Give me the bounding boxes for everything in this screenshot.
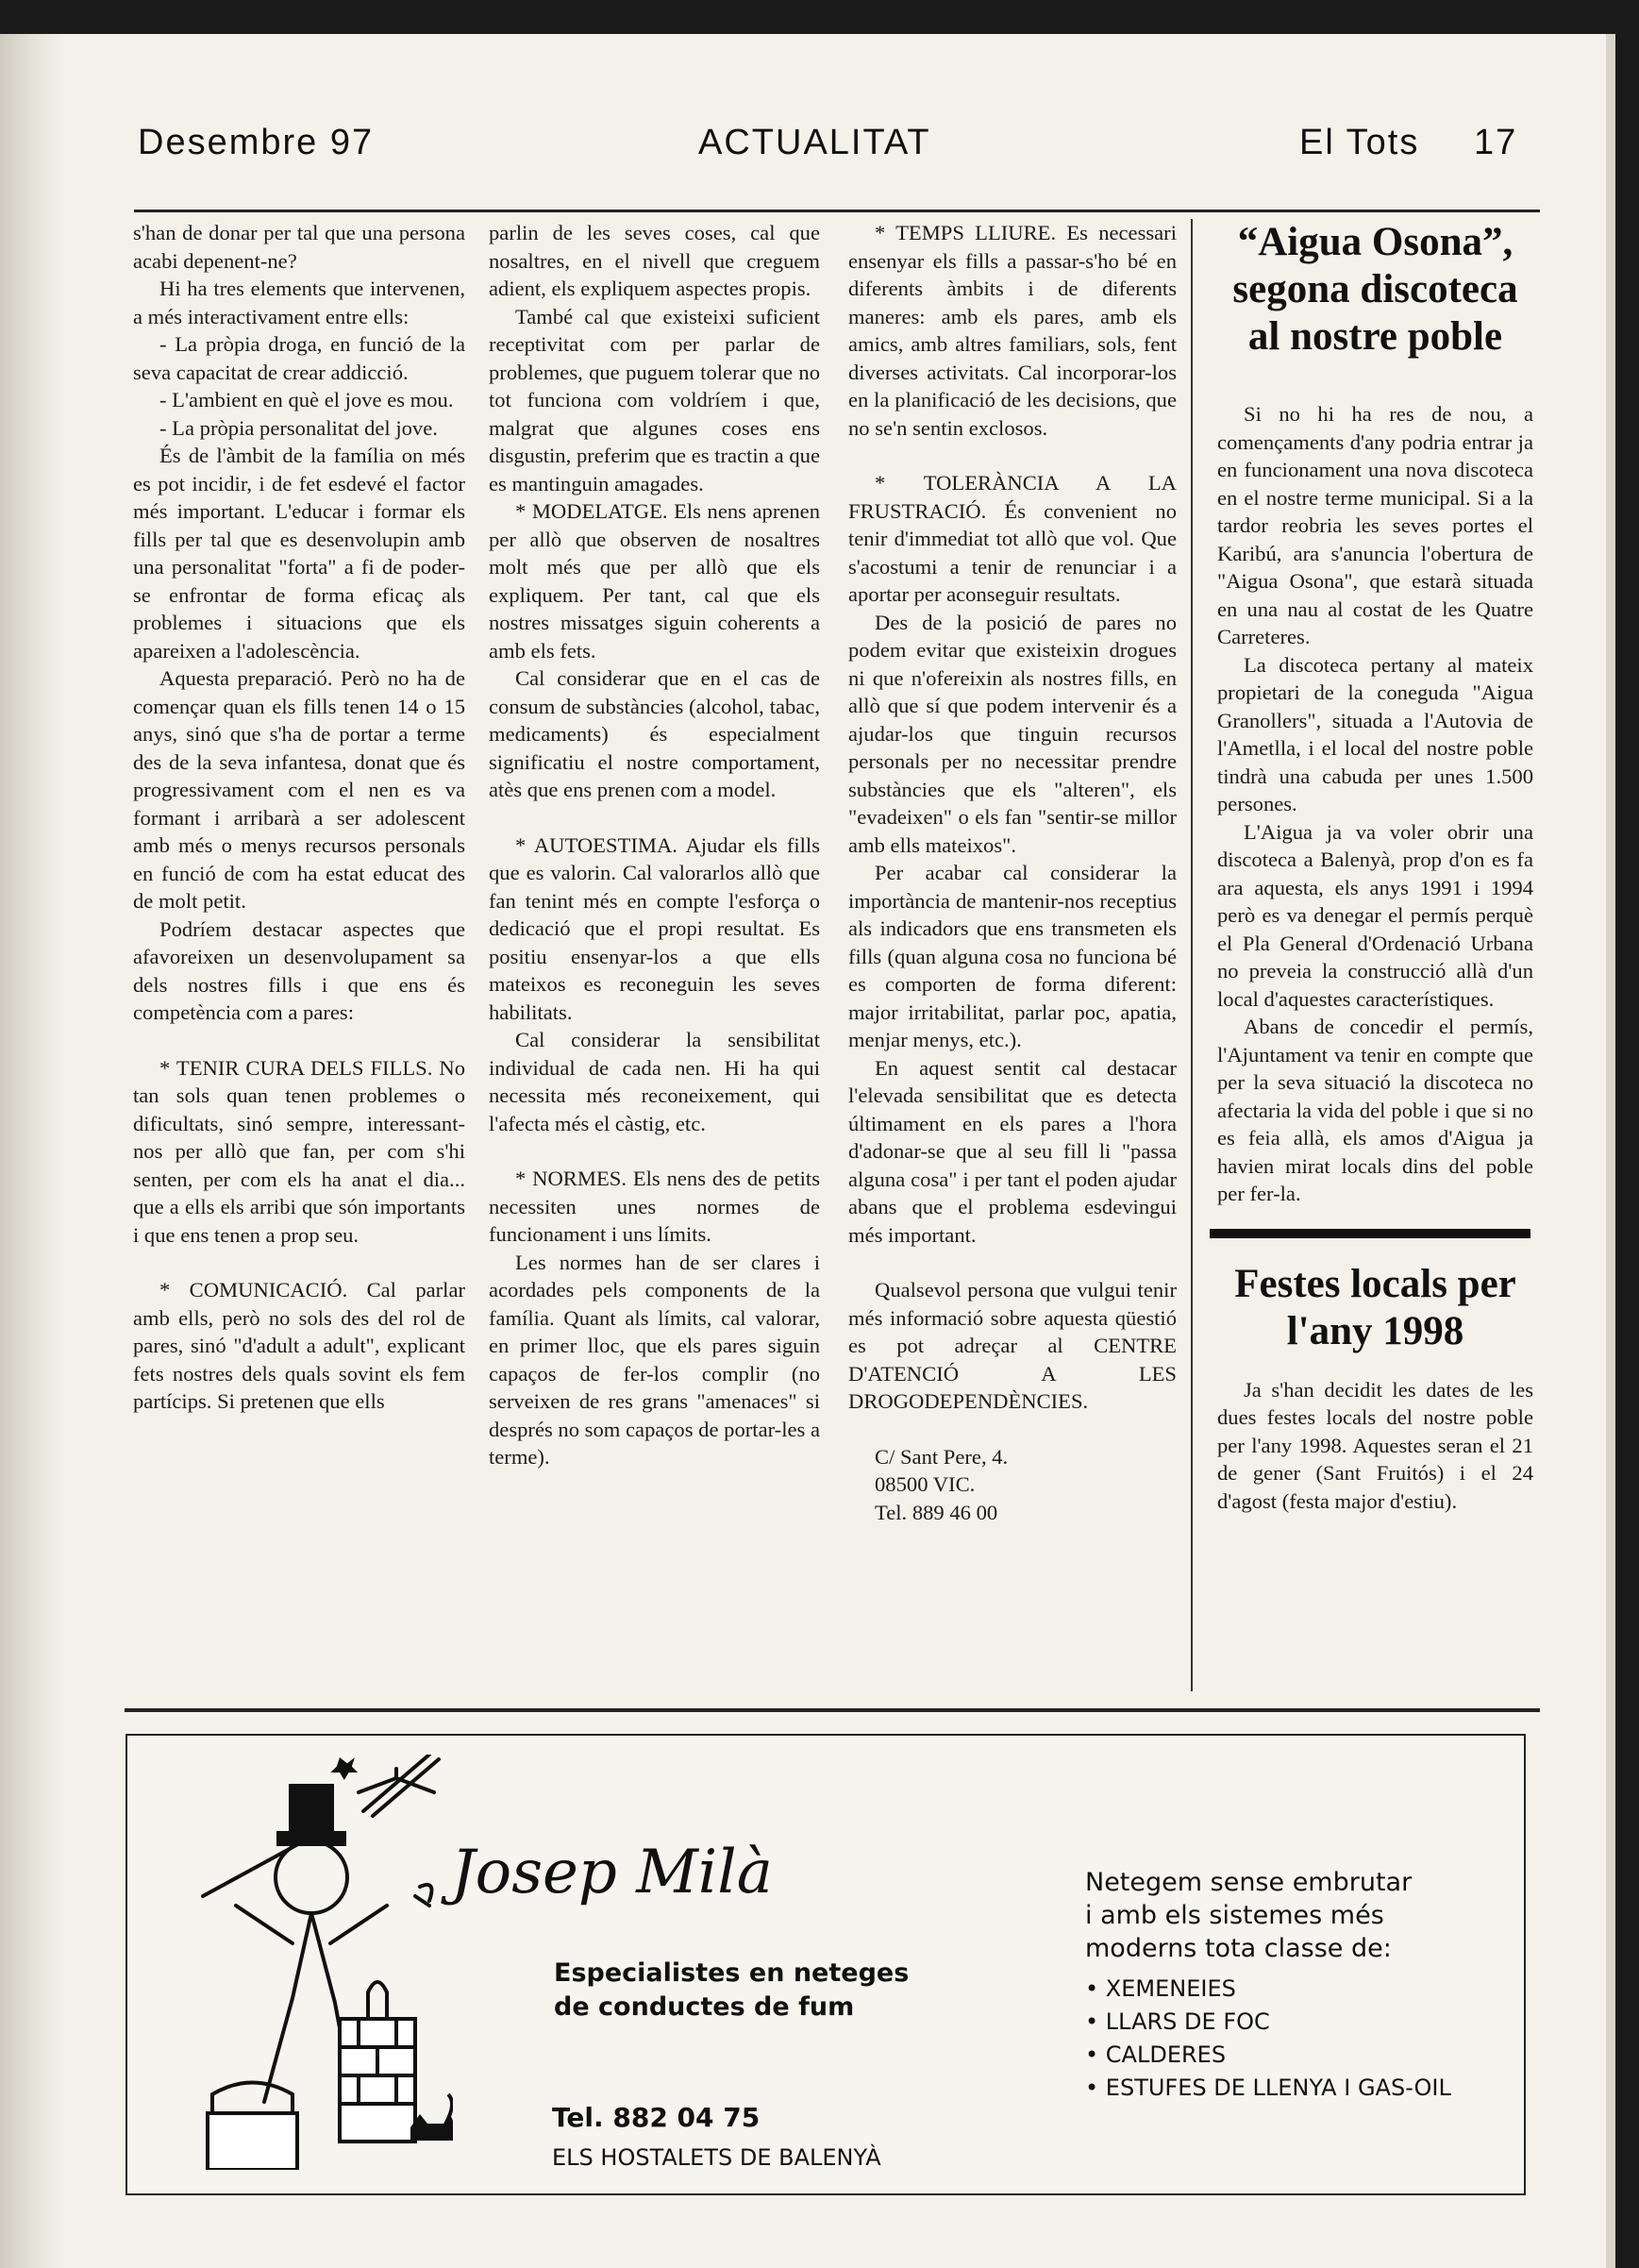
ad-tagline: de conductes de fum	[554, 1992, 855, 2022]
paragraph: Ja s'han decidit les dates de les dues festes locals del nostre poble per l'any 1998. Aquestes seran el 21 de gener (Sant Fruitós) i el 24 d'agost (festa major d'estiu).	[1217, 1377, 1533, 1513]
ad-service-item: • ESTUFES DE LLENYA I GAS-OIL	[1085, 2072, 1451, 2105]
ad-services-list	[1085, 1973, 1451, 2105]
header-date: Desembre 97	[138, 123, 375, 162]
paragraph: Si no hi ha res de nou, a començaments d'any podria entrar ja en funcionament una nova discoteca en el nostre terme municipal. Si a la tardor reobria les seves portes el Karibú, ara s'anuncia l'obertura de "Aigua Osona", que estarà situada en una nau al costat de les Quatre Carreteres.	[1217, 402, 1533, 648]
paragraph: L'Aigua ja va voler obrir una discoteca a Balenyà, prop d'on es fa ara aquesta, els anys 1991 i 1994 però es va denegar el permís perquè el Pla General d'Ordenació Urbana no preveia la construcció allà d'un local d'aquestes característiques.	[1217, 819, 1533, 1011]
paragraph: parlin de les seves coses, cal que nosaltres, en el nivell que creguem adient, els expliquem aspectes propis.	[489, 221, 820, 300]
ad-services-block	[1085, 1866, 1451, 2105]
paragraph: * AUTOESTIMA. Ajudar els fills que es valorin. Cal valorarlos allò que fan tenint més en compte l'esforça o dedicació que el propi resultat. Es positiu ensenyar-los a que ells mateixos es reconeguin les seves habilitats.	[489, 832, 820, 1024]
paragraph: Cal considerar la sensibilitat individual de cada nen. Hi ha qui necessita més reconeixement, qui l'afecta més el càstig, etc.	[489, 1028, 820, 1135]
paragraph: Hi ha tres elements que intervenen, a més interactivament entre ells:	[133, 277, 465, 328]
ad-service-item: • CALDERES	[1085, 2039, 1451, 2072]
chimney-sweep-illustration-icon	[179, 1755, 453, 2170]
header-page-number: 17	[1474, 123, 1518, 162]
phone-line: Tel. 889 46 00	[875, 1500, 998, 1524]
article-column-1	[133, 219, 465, 1416]
newspaper-page	[0, 34, 1615, 2268]
paragraph: És de l'àmbit de la família on més es pot incidir, i de fet esdevé el factor més important. L'educar i formar els fills per tal que es desenvolupin amb una personalitat "forta" a fi de poder-se enfrontar de forma eficaç als problemes i situacions que els apareixen a l'adolescència.	[133, 444, 465, 663]
paragraph: Cal considerar que en el cas de consum de substàncies (alcohol, tabac, medicaments) és especialment significatiu el nostre comportament, atès que ens prenen com a model.	[489, 666, 820, 801]
paragraph: * NORMES. Els nens des de petits necessiten unes normes de funcionament i uns límits.	[489, 1167, 820, 1246]
paragraph: Podríem destacar aspectes que afavoreixen un desenvolupament sa dels nostres fills i que ens és competència com a pares:	[133, 916, 465, 1024]
ad-service-item: • LLARS DE FOC	[1085, 2006, 1451, 2039]
paragraph: Abans de concedir el permís, l'Ajuntament va tenir en compte que per la seva situació la discoteca no afectaria la vida del poble i que si no es feia allà, els amos d'Aigua ja havien mirat locals dins del poble per fer-la.	[1217, 1015, 1533, 1205]
paragraph: En aquest sentit cal destacar l'elevada sensibilitat que es detecta últimament en els pares a l'hora d'adonar-se que al seu fill li "passa alguna cosa" i per tant el poden ajudar abans que el problema esdevingui més important.	[848, 1055, 1177, 1247]
page-edge	[1606, 34, 1615, 2268]
ad-tagline: Especialistes en neteges	[554, 1958, 910, 1988]
ad-location: ELS HOSTALETS DE BALENYÀ	[552, 2144, 881, 2171]
paragraph: * COMUNICACIÓ. Cal parlar amb ells, però no sols des del rol de pares, sinó "d'adult a adult", explicant fets nostres dels quals sovint els fem partícips. Si pretenen que ells	[133, 1278, 465, 1413]
ad-intro-line: moderns tota classe de:	[1085, 1934, 1392, 1963]
ad-phone: Tel. 882 04 75	[552, 2102, 761, 2133]
paragraph: * MODELATGE. Els nens aprenen per allò que observen de nosaltres molt més que per allò que els expliquem. Per tant, cal que els nostres missatges siguin coherents a amb els fets.	[489, 499, 820, 663]
article-column-3	[848, 219, 1177, 1526]
sidebar-headline-1: “Aigua Osona”, segona discoteca al nostre poble	[1232, 220, 1518, 359]
paragraph: - La pròpia droga, en funció de la seva capacitat de crear addicció.	[133, 332, 465, 384]
address-line: 08500 VIC.	[875, 1472, 976, 1496]
paragraph: Aquesta preparació. Però no ha de començar quan els fills tenen 14 o 15 anys, sinó que s'ha de portar a terme des de la seva infantesa, donat que és progressivament com el nen es va formant i arribarà a ser adolescent amb més o menys recursos personals en funció de com ha estat educat des de molt petit.	[133, 666, 465, 913]
ad-company-name: Josep Milà	[451, 1838, 773, 1907]
paragraph: Des de la posició de pares no podem evitar que existeixin drogues ni que n'ofereixin als nostres fills, en allò que sí que podem intervenir és a ajudar-los que tinguin recursos personals per no necessitar prendre substàncies que els "alteren", els "evadeixen" o els fan "sentir-se millor amb ells mateixos".	[848, 610, 1177, 857]
advertisement	[125, 1734, 1526, 2195]
paragraph: - La pròpia personalitat del jove.	[159, 415, 438, 440]
header-section: ACTUALITAT	[698, 123, 931, 162]
paragraph: Les normes han de ser clares i acordades pels components de la família. Quant als límits, cal valorar, en primer lloc, que els pares siguin capaços de fer-los complir (no serveixen de res grans "amenaces" si després no som capaços de portar-les a terme).	[489, 1250, 820, 1469]
ad-service-item: • XEMENEIES	[1085, 1973, 1451, 2006]
ad-intro-line: Netegem sense embrutar	[1085, 1868, 1413, 1897]
paragraph: * TOLERÀNCIA A LA FRUSTRACIÓ. És convenient no tenir d'immediat tot allò que vol. Que s'acostumi a tenir de renunciar i a aportar per aconseguir resultats.	[848, 471, 1177, 606]
article-column-2	[489, 219, 820, 1471]
paragraph: També cal que existeixi suficient receptivitat com per parlar de problemes, que puguem tolerar que no tot funciona com voldríem i que, malgrat que algunes coses ens disgustin, preferim que es tractin a que es mantinguin amagades.	[489, 304, 820, 496]
page-gutter	[0, 34, 66, 2268]
paragraph: La discoteca pertany al mateix propietari de la coneguda "Aigua Granollers", situada a l'Autovia de l'Ametlla, i el local del nostre poble tindrà una cabuda per unes 1.500 persones.	[1217, 652, 1533, 815]
address-line: C/ Sant Pere, 4.	[875, 1444, 1009, 1469]
paragraph: Qualsevol persona que vulgui tenir més informació sobre aquesta qüestió es pot adreçar al CENTRE D'ATENCIÓ A LES DROGODEPENDÈNCIES.	[848, 1278, 1177, 1413]
sidebar-news	[1217, 219, 1533, 1515]
sidebar-headline-2: Festes locals per l'any 1998	[1234, 1261, 1516, 1353]
paragraph: s'han de donar per tal que una persona acabi depenent-ne?	[133, 221, 465, 273]
paragraph: - L'ambient en què el jove es mou.	[159, 388, 454, 412]
paragraph: Per acabar cal considerar la importància de mantenir-nos receptius als indicadors que ens transmeten els fills (quan alguna cosa no funciona bé es comporten de forma diferent: major irritabilitat, parlar poc, apatia, menjar menys, etc.).	[848, 861, 1177, 1051]
sidebar-divider	[1210, 1229, 1530, 1238]
paragraph: * TENIR CURA DELS FILLS. No tan sols quan tenen problemes o dificultats, sinó sempre, interessant-nos per allò que fan, per com s'hi senten, per com els ha anat el dia... que a ells els arribi que són importants i que ens tenen a prop seu.	[133, 1055, 465, 1247]
ad-intro-line: i amb els sistemes més	[1085, 1901, 1384, 1930]
footer-rule	[125, 1708, 1540, 1712]
column-separator	[1191, 219, 1193, 1691]
paragraph: * TEMPS LLIURE. Es necessari ensenyar els fills a passar-s'ho bé en diferents àmbits i de diferents maneres: amb els pares, amb els amics, amb altres familiars, sols, fent diverses activitats. Cal incorporar-los en la planificació de les decisions, que no se'n sentin exclosos.	[848, 221, 1177, 440]
header-rule	[134, 210, 1540, 212]
header-publication: El Tots	[1299, 123, 1420, 162]
